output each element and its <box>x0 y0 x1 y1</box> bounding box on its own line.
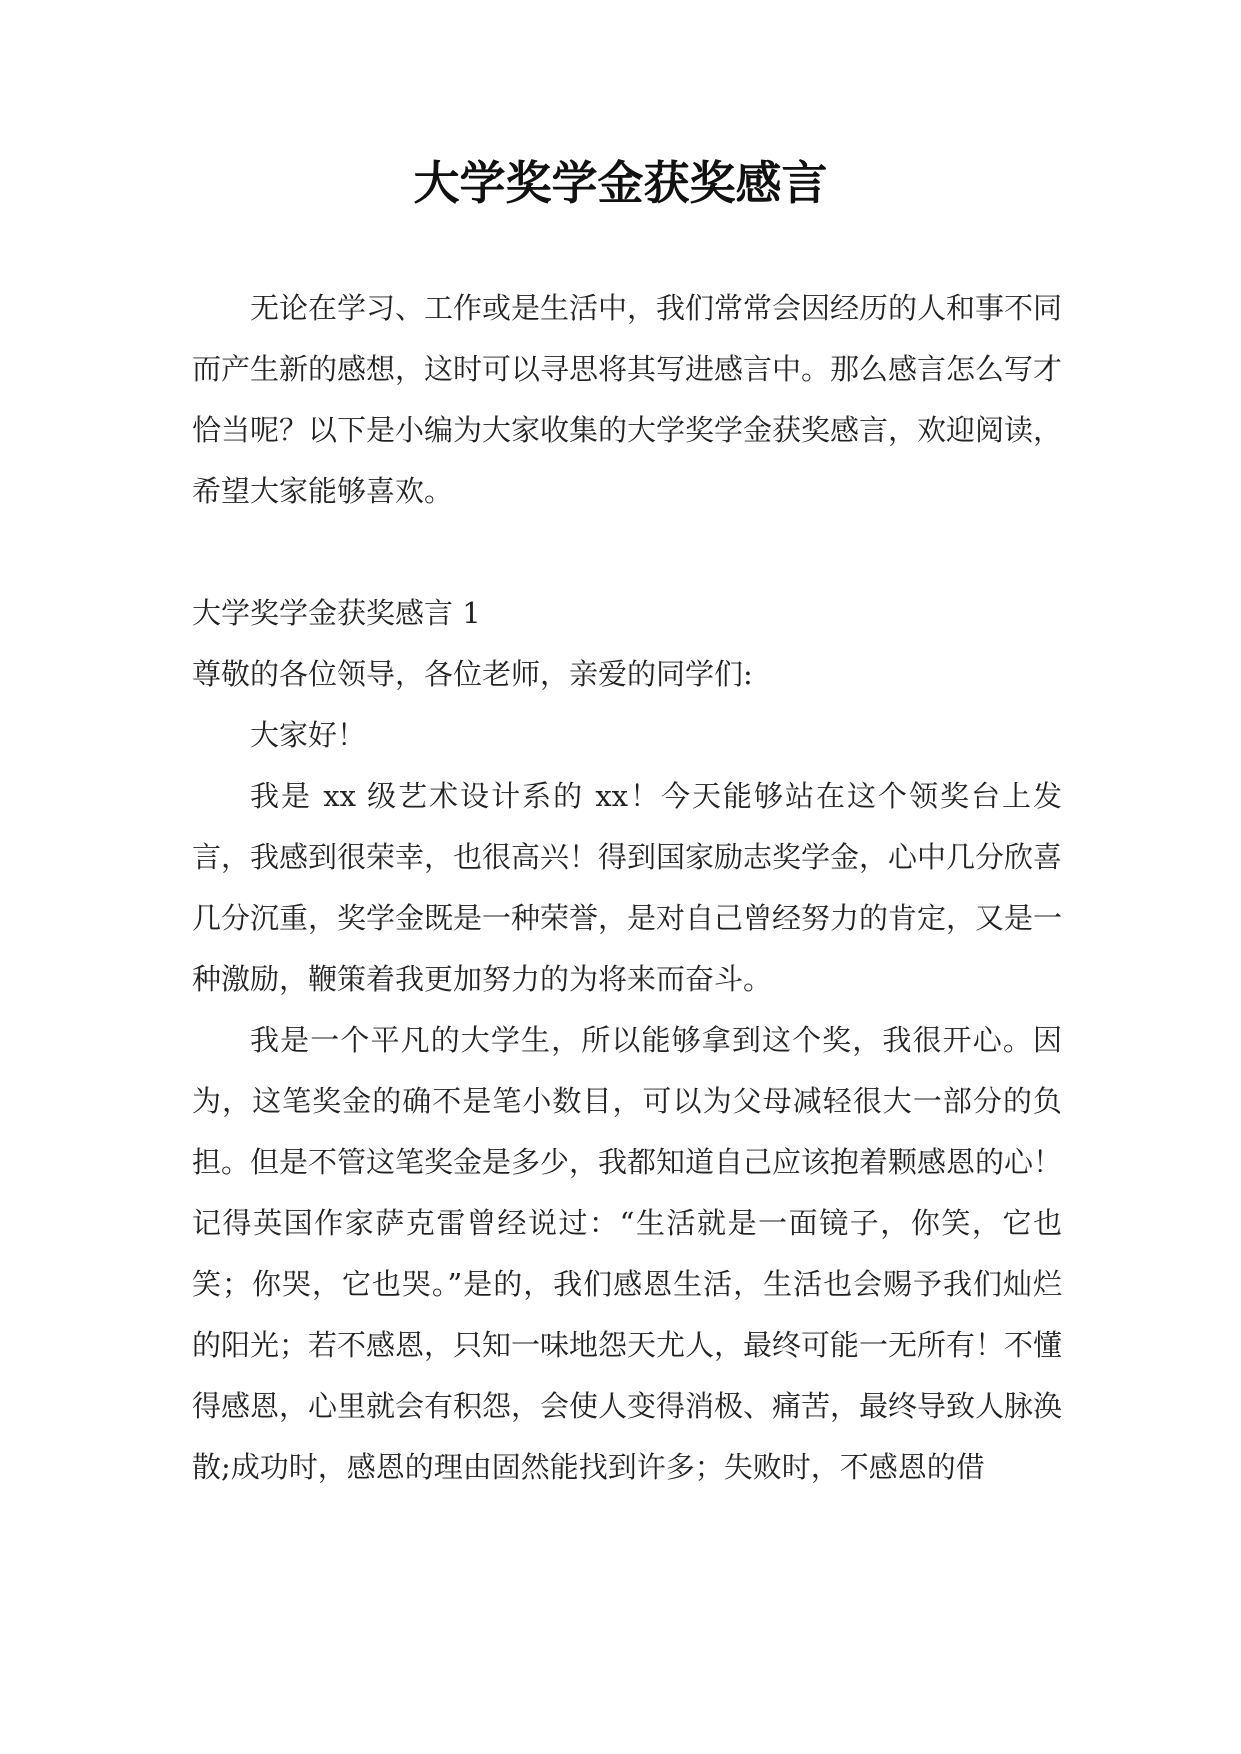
paragraph-spacer <box>192 522 1062 583</box>
document-body <box>192 278 1062 1498</box>
greeting: 大家好！ <box>250 718 367 752</box>
body-paragraph-2: 我是一个平凡的大学生，所以能够拿到这个奖，我很开心。因为，这笔奖金的确不是笔小数目，可以为父母减轻很大一部分的负担。但是不管这笔奖金是多少，我都知道自己应该抱着颗感恩的心！记得英国作家萨克雷曾经说过：“生活就是一面镜子，你笑，它也笑；你哭，它也哭。”是的，我们感恩生活，生活也会赐予我们灿烂的阳光；若不感恩，只知一味地怨天尤人，最终可能一无所有！不懂得感恩，心里就会有积怨，会使人变得消极、痛苦，最终导致人脉涣散;成功时，感恩的理由固然能找到许多；失败时，不感恩的借 <box>192 1023 1063 1484</box>
intro-paragraph: 无论在学习、工作或是生活中，我们常常会因经历的人和事不同而产生新的感想，这时可以寻思将其写进感言中。那么感言怎么写才恰当呢？以下是小编为大家收集的大学奖学金获奖感言，欢迎阅读，希望大家能够喜欢。 <box>192 291 1063 508</box>
section-heading: 大学奖学金获奖感言 1 <box>192 596 481 630</box>
body-paragraph-1: 我是 xx 级艺术设计系的 xx！今天能够站在这个领奖台上发言，我感到很荣幸，也很高兴！得到国家励志奖学金，心中几分欣喜几分沉重，奖学金既是一种荣誉，是对自己曾经努力的肯定，又是一种激励，鞭策着我更加努力的为将来而奋斗。 <box>192 779 1063 996</box>
salutation: 尊敬的各位领导，各位老师，亲爱的同学们: <box>192 657 753 691</box>
document-title: 大学奖学金获奖感言 <box>413 156 828 210</box>
